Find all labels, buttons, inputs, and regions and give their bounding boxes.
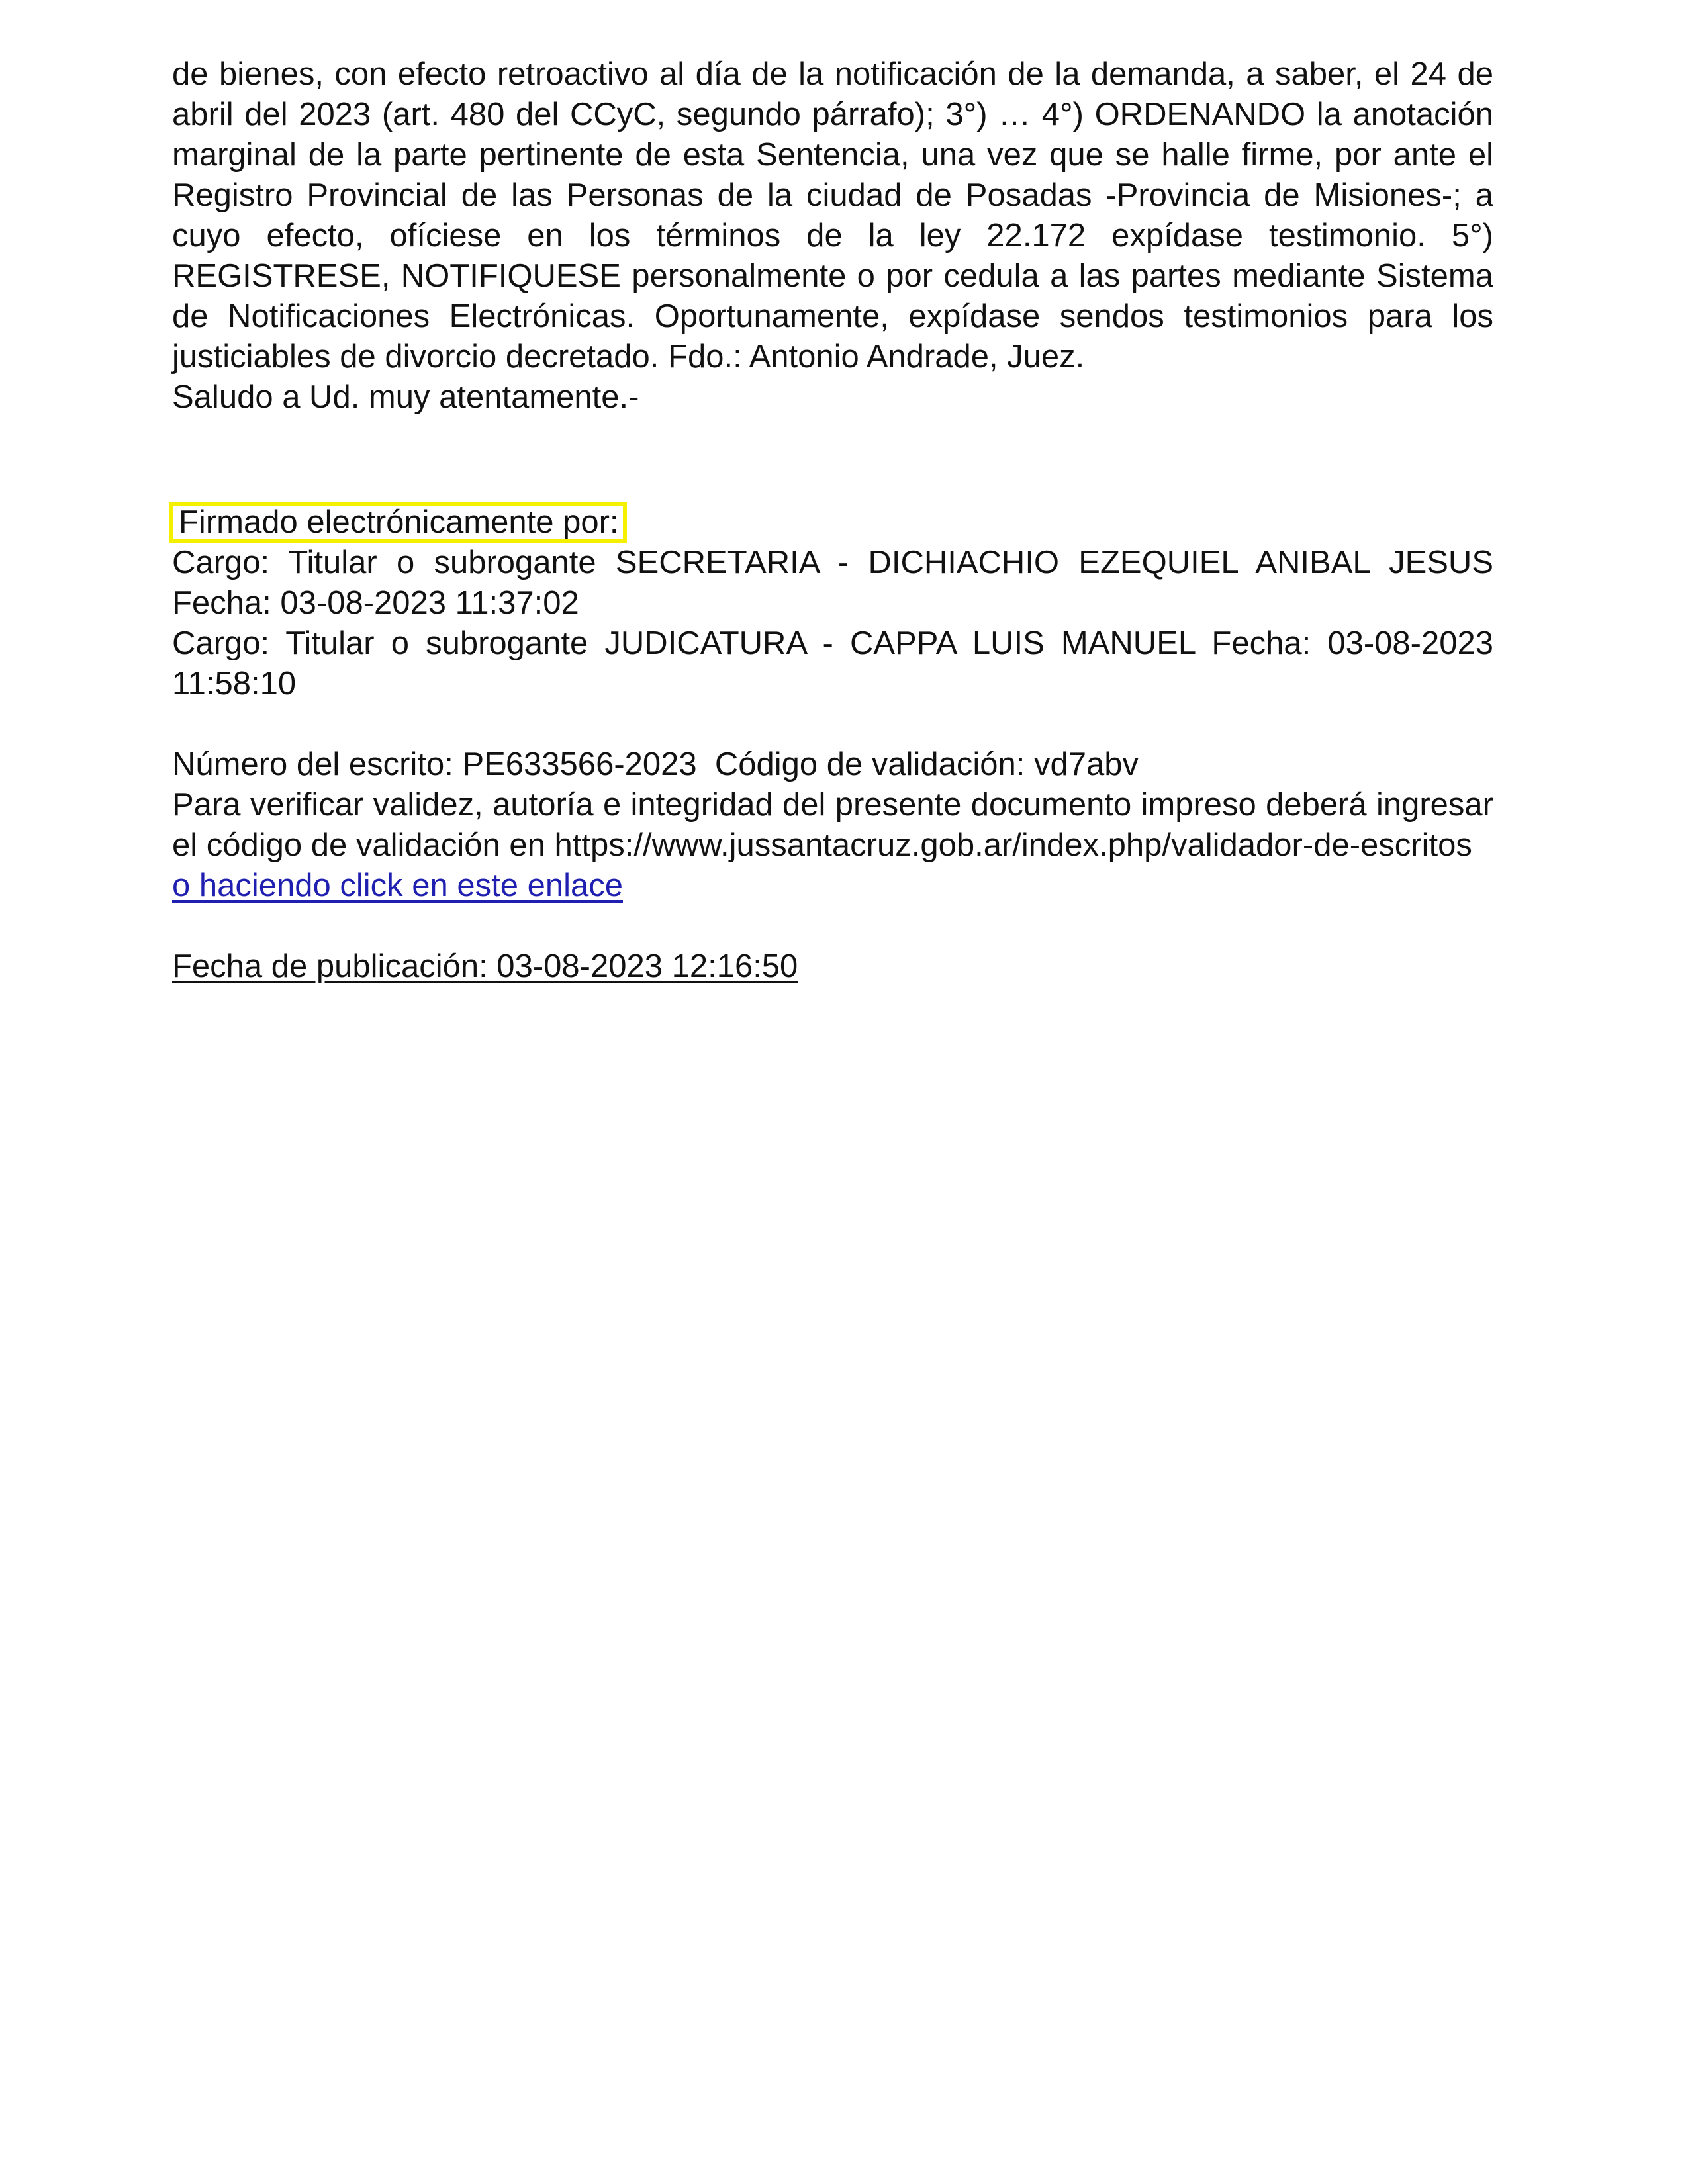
validation-link[interactable]: o haciendo click en este enlace [172,868,623,903]
signature-entry-secretaria: Cargo: Titular o subrogante SECRETARIA - DICHIACHIO EZEQUIEL ANIBAL JESUS Fecha: 03-08-2023 11:37:02 [172,545,1493,621]
spacer [172,418,1493,498]
publication-date [172,946,1493,987]
signature-entry-judicatura: Cargo: Titular o subrogante JUDICATURA - CAPPA LUIS MANUEL Fecha: 03-08-2023 11:58:10 [172,625,1493,702]
validation-block [172,745,1493,906]
closing-salutation: Saludo a Ud. muy atentamente.- [172,379,639,415]
signed-by-heading: Firmado electrónicamente por: [169,502,627,543]
document-number-and-validation-code: Número del escrito: PE633566-2023 Código de validación: vd7abv [172,747,1139,782]
publication-date-text: Fecha de publicación: 03-08-2023 12:16:50 [172,948,798,984]
ruling-paragraph: de bienes, con efecto retroactivo al día de la notificación de la demanda, a saber, el 24 de abril del 2023 (art. 480 del CCyC, segundo párrafo); 3°) … 4°) ORDENANDO la anotación marginal de la parte pertinente de esta Sentencia, una vez que se halle firme, por ante el Registro Provincial de las Personas de la ciudad de Posadas -Provincia de Misiones-; a cuyo efecto, ofíciese en los términos de la ley 22.172 expídase testimonio. 5°) REGISTRESE, NOTIFIQUESE personalmente o por cedula a las partes mediante Sistema de Notificaciones Electrónicas. Oportunamente, expídase sendos testimonios para los justiciables de divorcio decretado. Fdo.: Antonio Andrade, Juez. [172,56,1493,375]
signature-block [172,498,1493,704]
document-page [172,54,1493,987]
spacer [172,906,1493,946]
validation-instructions: Para verificar validez, autoría e integridad del presente documento impreso deberá ingresar el código de validación en https://www.jussantacruz.gob.ar/index.php/validador-de-escritos [172,787,1493,863]
spacer [172,704,1493,745]
